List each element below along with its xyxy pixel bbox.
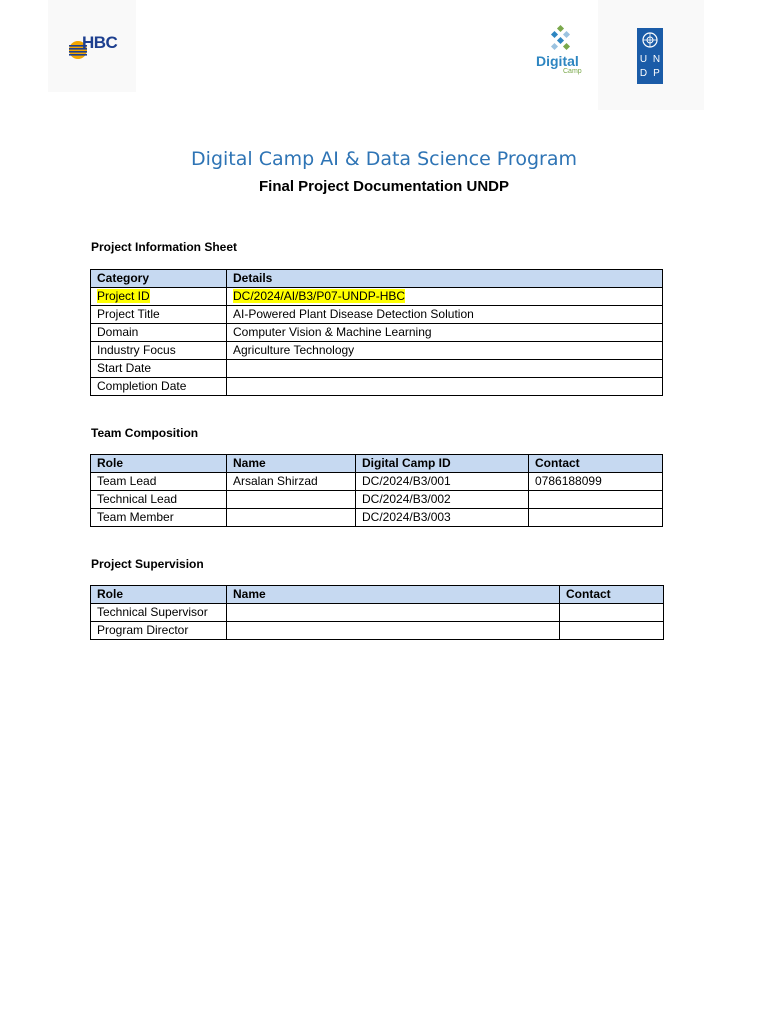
project-supervision-heading: Project Supervision — [91, 557, 204, 571]
digital-logo-text: Digital — [536, 53, 579, 69]
cell-category: Industry Focus — [91, 342, 227, 360]
cell-category — [91, 288, 227, 306]
undp-letter-d: D — [639, 68, 648, 79]
cell-role: Team Member — [91, 509, 227, 527]
cell-id: DC/2024/B3/001 — [356, 473, 529, 491]
project-info-heading: Project Information Sheet — [91, 240, 238, 254]
table-row — [91, 306, 663, 324]
cell-contact — [560, 604, 664, 622]
table-header-row — [91, 586, 664, 604]
cell-name — [227, 622, 560, 640]
document-subtitle: Final Project Documentation UNDP — [258, 178, 510, 195]
table-row — [91, 509, 663, 527]
column-header-id: Digital Camp ID — [356, 455, 529, 473]
table-row — [91, 473, 663, 491]
cell-details — [227, 378, 663, 396]
project-info-table — [90, 269, 663, 396]
column-header-category: Category — [91, 270, 227, 288]
cell-role: Technical Supervisor — [91, 604, 227, 622]
cell-details: Computer Vision & Machine Learning — [227, 324, 663, 342]
hbc-logo-text: HBC — [82, 33, 118, 52]
highlighted-text: Project ID — [97, 289, 150, 303]
digital-camp-logo-icon — [530, 24, 592, 80]
un-emblem-icon — [641, 31, 659, 49]
table-header-row — [91, 270, 663, 288]
column-header-contact: Contact — [560, 586, 664, 604]
table-row — [91, 342, 663, 360]
cell-name — [227, 491, 356, 509]
cell-details — [227, 288, 663, 306]
cell-name: Arsalan Shirzad — [227, 473, 356, 491]
cell-id: DC/2024/B3/003 — [356, 509, 529, 527]
digital-logo-subtext: Camp — [563, 68, 582, 75]
cell-category: Project Title — [91, 306, 227, 324]
cell-category: Domain — [91, 324, 227, 342]
cell-contact: 0786188099 — [529, 473, 663, 491]
column-header-role: Role — [91, 586, 227, 604]
cell-details: AI-Powered Plant Disease Detection Solution — [227, 306, 663, 324]
table-row — [91, 378, 663, 396]
table-row — [91, 324, 663, 342]
column-header-name: Name — [227, 455, 356, 473]
table-row — [91, 360, 663, 378]
table-row — [91, 604, 664, 622]
table-row — [91, 288, 663, 306]
project-supervision-table — [90, 585, 664, 640]
undp-letter-u: U — [639, 54, 648, 65]
table-row — [91, 622, 664, 640]
undp-letter-p: P — [653, 68, 660, 79]
highlighted-text: DC/2024/AI/B3/P07-UNDP-HBC — [233, 289, 406, 303]
cell-details — [227, 360, 663, 378]
cell-contact — [560, 622, 664, 640]
cell-category: Start Date — [91, 360, 227, 378]
cell-role: Program Director — [91, 622, 227, 640]
table-row — [91, 491, 663, 509]
cell-contact — [529, 509, 663, 527]
cell-name — [227, 509, 356, 527]
column-header-name: Name — [227, 586, 560, 604]
team-composition-table — [90, 454, 663, 527]
cell-id: DC/2024/B3/002 — [356, 491, 529, 509]
cell-details: Agriculture Technology — [227, 342, 663, 360]
cell-name — [227, 604, 560, 622]
document-title: Digital Camp AI & Data Science Program — [191, 148, 577, 170]
cell-contact — [529, 491, 663, 509]
column-header-contact: Contact — [529, 455, 663, 473]
undp-logo — [637, 28, 663, 84]
column-header-details: Details — [227, 270, 663, 288]
column-header-role: Role — [91, 455, 227, 473]
cell-role: Team Lead — [91, 473, 227, 491]
table-header-row — [91, 455, 663, 473]
undp-letter-n: N — [652, 54, 661, 65]
cell-role: Technical Lead — [91, 491, 227, 509]
team-composition-heading: Team Composition — [91, 426, 199, 440]
cell-category: Completion Date — [91, 378, 227, 396]
